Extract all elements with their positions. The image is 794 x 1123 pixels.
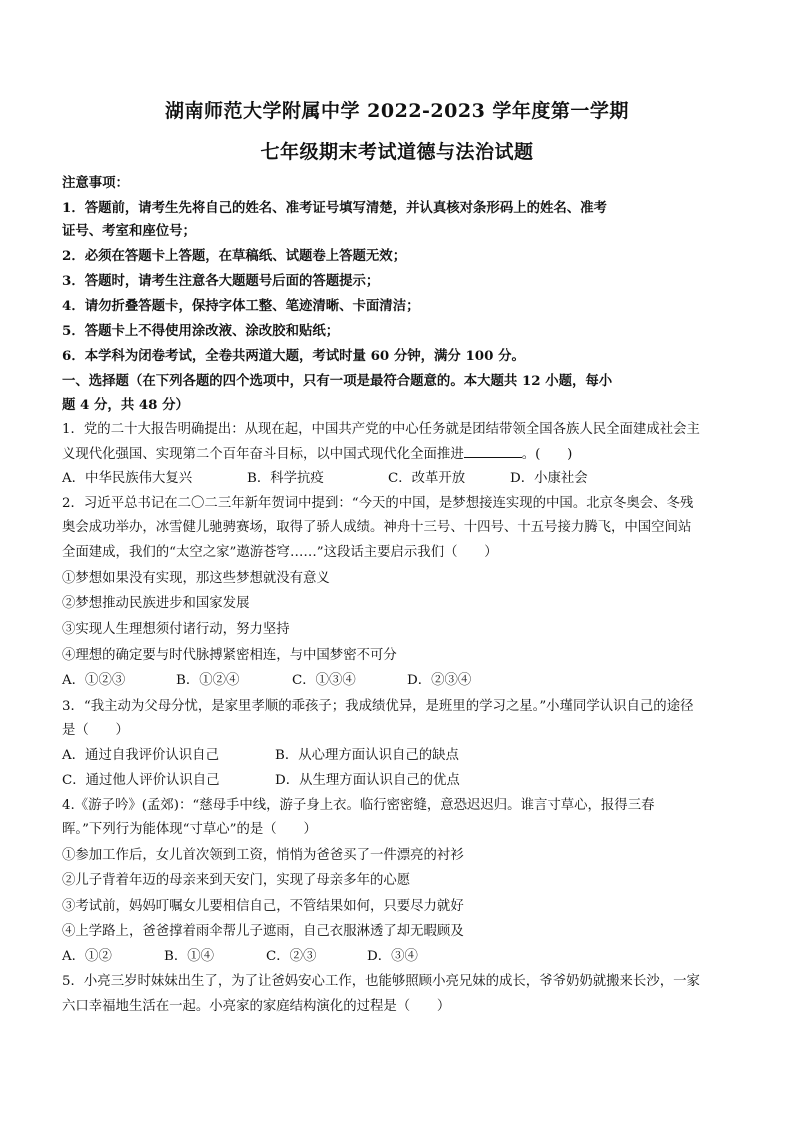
question-2-stem-cont: 奥会成功举办，冰雪健儿驰骋赛场，取得了骄人成绩。神舟十三号、十四号、十五号接力腾飞，中国空间站 bbox=[62, 520, 692, 535]
q4-option-d: D．③④ bbox=[367, 949, 418, 964]
notice-item: 4．请勿折叠答题卡，保持字体工整、笔迹清晰、卡面清洁； bbox=[62, 298, 420, 314]
notice-item: 3．答题时，请考生注意各大题题号后面的答题提示； bbox=[62, 273, 380, 289]
question-1-text: 义现代化强国、实现第二个百年奋斗目标，以中国式现代化全面推进 bbox=[62, 447, 464, 462]
q2-statement: ③实现人生理想须付诸行动，努力坚持 bbox=[62, 622, 290, 637]
q4-option-b: B．①④ bbox=[164, 949, 215, 964]
q1-option-c: C．改革开放 bbox=[388, 471, 466, 486]
q4-statement: ③考试前，妈妈叮嘱女儿要相信自己，不管结果如何，只要尽力就好 bbox=[62, 899, 464, 914]
q3-option-b: B．从心理方面认识自己的缺点 bbox=[275, 748, 459, 763]
question-3-stem-cont: 是（ ） bbox=[62, 723, 129, 738]
q4-option-a: A．①② bbox=[62, 949, 112, 964]
q4-statement: ②儿子背着年迈的母亲来到天安门，实现了母亲多年的心愿 bbox=[62, 873, 411, 888]
exam-title: 湖南师范大学附属中学 2022-2023 学年度第一学期 bbox=[165, 100, 629, 122]
q3-option-c: C．通过他人评价认识自己 bbox=[62, 773, 220, 788]
question-1-stem-cont bbox=[62, 445, 742, 464]
notice-heading: 注意事项： bbox=[62, 175, 129, 191]
question-5-stem: 5．小亮三岁时妹妹出生了，为了让爸妈安心工作，也能够照顾小亮兄妹的成长，爷爷奶奶就搬来长沙，一家 bbox=[62, 974, 700, 989]
q2-statement: ④理想的确定要与时代脉搏紧密相连，与中国梦密不可分 bbox=[62, 648, 397, 663]
q2-option-b: B．①②④ bbox=[176, 673, 240, 688]
notice-item: 6．本学科为闭卷考试，全卷共两道大题，考试时量 60 分钟，满分 100 分。 bbox=[62, 348, 525, 364]
q4-option-c: C．②③ bbox=[266, 949, 317, 964]
q1-option-b: B．科学抗疫 bbox=[247, 471, 324, 486]
q2-option-d: D．②③④ bbox=[407, 673, 472, 688]
exam-subtitle: 七年级期末考试道德与法治试题 bbox=[260, 141, 534, 163]
question-3-stem: 3．“我主动为父母分忧，是家里孝顺的乖孩子；我成绩优异，是班里的学习之星。”小瑾同学认识自己的途径 bbox=[62, 699, 694, 714]
notice-item: 5．答题卡上不得使用涂改液、涂改胶和贴纸； bbox=[62, 323, 340, 339]
question-4-stem-cont: 晖。”下列行为能体现“寸草心”的是（ ） bbox=[62, 822, 317, 837]
notice-item: 证号、考室和座位号； bbox=[62, 223, 196, 239]
q3-option-d: D．从生理方面认识自己的优点 bbox=[275, 773, 460, 788]
answer-blank bbox=[464, 445, 522, 458]
question-5-stem-cont: 六口幸福地生活在一起。小亮家的家庭结构演化的过程是（ ） bbox=[62, 999, 451, 1014]
q1-option-a: A．中华民族伟大复兴 bbox=[62, 471, 193, 486]
question-2-stem: 2．习近平总书记在二〇二三年新年贺词中提到：“今天的中国，是梦想接连实现的中国。北京冬奥会、冬残 bbox=[62, 496, 694, 511]
section-heading-cont: 题 4 分，共 48 分） bbox=[62, 397, 189, 413]
question-4-stem: 4.《游子吟》(孟郊)：“慈母手中线，游子身上衣。临行密密缝，意恐迟迟归。谁言寸草心，报得三春 bbox=[62, 798, 655, 813]
question-2-stem-cont: 全面建成，我们的“太空之家”遨游苍穹……”这段话主要启示我们（ ） bbox=[62, 545, 498, 560]
notice-item: 2．必须在答题卡上答题，在草稿纸、试题卷上答题无效； bbox=[62, 248, 407, 264]
q2-statement: ①梦想如果没有实现，那这些梦想就没有意义 bbox=[62, 571, 330, 586]
q2-option-a: A．①②③ bbox=[62, 673, 126, 688]
q3-option-a: A．通过自我评价认识自己 bbox=[62, 748, 219, 763]
question-1-stem: 1．党的二十大报告明确提出：从现在起，中国共产党的中心任务就是团结带领全国各族人民全面建成社会主 bbox=[62, 422, 700, 437]
q1-option-d: D．小康社会 bbox=[510, 471, 588, 486]
section-heading: 一、选择题（在下列各题的四个选项中，只有一项是最符合题意的。本大题共 12 小题，每小 bbox=[62, 373, 613, 389]
question-1-paren: 。( ) bbox=[521, 447, 573, 462]
q2-statement: ②梦想推动民族进步和国家发展 bbox=[62, 596, 250, 611]
q2-option-c: C．①③④ bbox=[292, 673, 356, 688]
q4-statement: ①参加工作后，女儿首次领到工资，悄悄为爸爸买了一件漂亮的衬衫 bbox=[62, 848, 464, 863]
q4-statement: ④上学路上，爸爸撑着雨伞帮儿子遮雨，自己衣服淋透了却无暇顾及 bbox=[62, 924, 464, 939]
notice-item: 1．答题前，请考生先将自己的姓名、准考证号填写清楚，并认真核对条形码上的姓名、准考 bbox=[62, 200, 607, 216]
